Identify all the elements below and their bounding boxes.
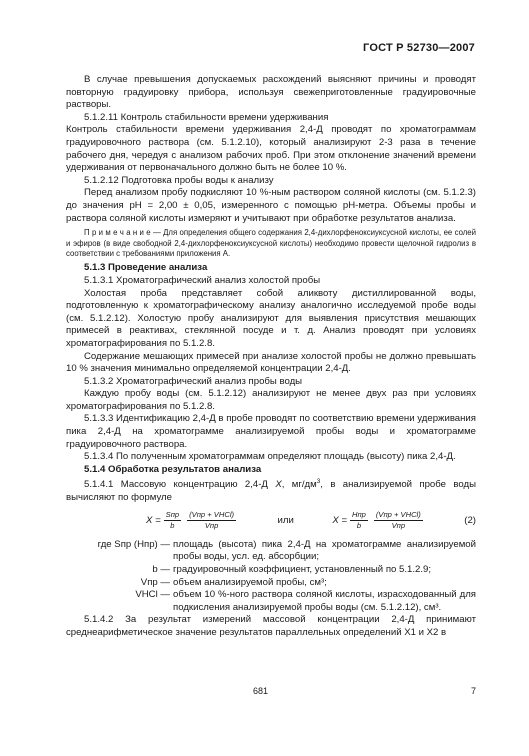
fraction-denominator: Vпр (391, 521, 406, 531)
formula-or: или (277, 514, 294, 526)
text: , мг/дм (281, 479, 317, 491)
formula-lhs: X = (332, 514, 347, 526)
legend-item (66, 539, 476, 564)
paragraph: Каждую пробу воды (см. 5.1.2.12) анализируют не менее двух раз при условиях хроматографирования по 5.1.2.8. (66, 388, 476, 412)
subsection-heading: 5.1.3.1 Хроматографический анализ холостой пробы (84, 274, 321, 286)
paragraph: 5.1.3.4 По полученным хроматограммам определяют площадь (высоту) пика 2,4-Д. (84, 451, 456, 463)
legend-symbol: VHCl — (135, 589, 170, 601)
fraction-numerator: Hпр (351, 510, 366, 520)
fraction-numerator: (Vпр + VHCl) (375, 510, 421, 520)
legend-text: объем анализируемой пробы, см³; (173, 576, 327, 588)
subsection-heading: 5.1.3.2 Хроматографический анализ пробы воды (84, 375, 303, 387)
fraction (350, 510, 368, 531)
fraction-numerator: (Vпр + VHCl) (189, 510, 235, 520)
variable-x: X (275, 479, 282, 491)
legend-item (66, 577, 476, 590)
superscript: 3 (316, 478, 321, 486)
note: П р и м е ч а н и е — Для определения общего содержания 2,4-дихлорфеноксиуксусной кислоты, ее солей и эфиров (в виде свободной 2,4-дихлорфеноксиуксусной кислоты) необходимо провести щелочной гидролиз в соответствии с требованиями приложения А. (66, 228, 476, 258)
subsection-heading: 5.1.2.11 Контроль стабильности времени удерживания (84, 111, 329, 123)
fraction (164, 510, 181, 531)
legend-symbol: b — (152, 564, 170, 575)
fraction-denominator: Vпр (204, 521, 219, 531)
fraction-denominator: b (170, 521, 175, 531)
formula-lhs: X = (146, 514, 161, 526)
formula-right (332, 510, 425, 531)
paragraph: В случае превышения допускаемых расхождений выясняют причины и проводят повторную градуировку прибора, используя свежеприготовленные градуировочные растворы. (66, 74, 476, 111)
fraction-numerator: Sпр (165, 510, 180, 520)
legend-text: объем 10 %-ного раствора соляной кислоты, израсходованный для подкисления анализируемой пробы воды (см. 5.1.2.12), см³. (173, 589, 476, 613)
subsection-heading: 5.1.2.12 Подготовка пробы воды к анализу (84, 174, 274, 186)
legend-symbol: Vпр — (140, 576, 170, 588)
paragraph: 5.1.4.2 За результат измерений массовой концентрации 2,4-Д принимают среднеарифметическое значение результатов параллельных определений X1 и X2 в (66, 614, 476, 638)
formula-number: (2) (464, 514, 476, 526)
document-page-number: 681 (253, 686, 269, 696)
text: , в анализируемой пробе воды вычисляют по формуле (66, 479, 476, 504)
legend-item (66, 564, 476, 577)
formula-left (146, 510, 239, 531)
legend-text: площадь (высота) пика 2,4-Д на хроматограмме анализируемой пробы воды, усл. ед. абсорбции; (173, 538, 476, 563)
legend-item (66, 589, 476, 614)
page-header: ГОСТ Р 52730—2007 (363, 42, 475, 54)
document-body (66, 74, 476, 640)
section-heading: 5.1.3 Проведение анализа (84, 262, 208, 274)
paragraph: Контроль стабильности времени удерживания 2,4-Д проводят по хроматограммам градуировочного раствора (см. 5.1.2.10), который анализируют 2-3 раза в течение рабочего дня, чередуя с анализом рабочих проб. При этом отклонение значений времени удерживания от первоначального должно быть не более 10 %. (66, 124, 476, 174)
paragraph: 5.1.3.3 Идентификацию 2,4-Д в пробе проводят по соответствию времени удерживания пика 2,4-Д на хроматограмме анализируемой пробы воды и хроматограмме градуировочного раствора. (66, 413, 476, 450)
formula-legend (66, 539, 476, 615)
paragraph (66, 476, 476, 504)
paragraph: Содержание мешающих примесей при анализе холостой пробы не должно превышать 10 % значения минимально определяемой концентрации 2,4-Д. (66, 350, 476, 375)
fraction (374, 510, 423, 531)
text: 5.1.4.1 Массовую концентрацию 2,4-Д (84, 479, 276, 491)
legend-symbol: где Sпр (Hпр) — (97, 538, 170, 550)
legend-text: градуировочный коэффициент, установленный по 5.1.2.9; (173, 564, 432, 575)
fraction-denominator: b (356, 521, 362, 531)
section-heading: 5.1.4 Обработка результатов анализа (84, 463, 262, 475)
paragraph: Перед анализом пробу подкисляют 10 %-ным раствором соляной кислоты (см. 5.1.2.3) до значения pH = 2,00 ± 0,05, измеренного с помощью pH-метра. Объемы пробы и раствора соляной кислоты измеряют и учитывают при обработке результатов анализа. (66, 187, 476, 224)
paragraph: Холостая проба представляет собой аликвоту дистиллированной воды, подготовленную к хроматографическому анализу аналогично исследуемой пробе воды (см. 5.1.2.12). Холостую пробу анализируют для выявления присутствия мешающих примесей в реактивах, стеклянной посуде и т. д. Анализ проводят при условиях хроматографирования по 5.1.2.8. (66, 287, 476, 349)
fraction (187, 510, 236, 531)
formula (66, 506, 476, 536)
page-number: 7 (470, 686, 476, 696)
